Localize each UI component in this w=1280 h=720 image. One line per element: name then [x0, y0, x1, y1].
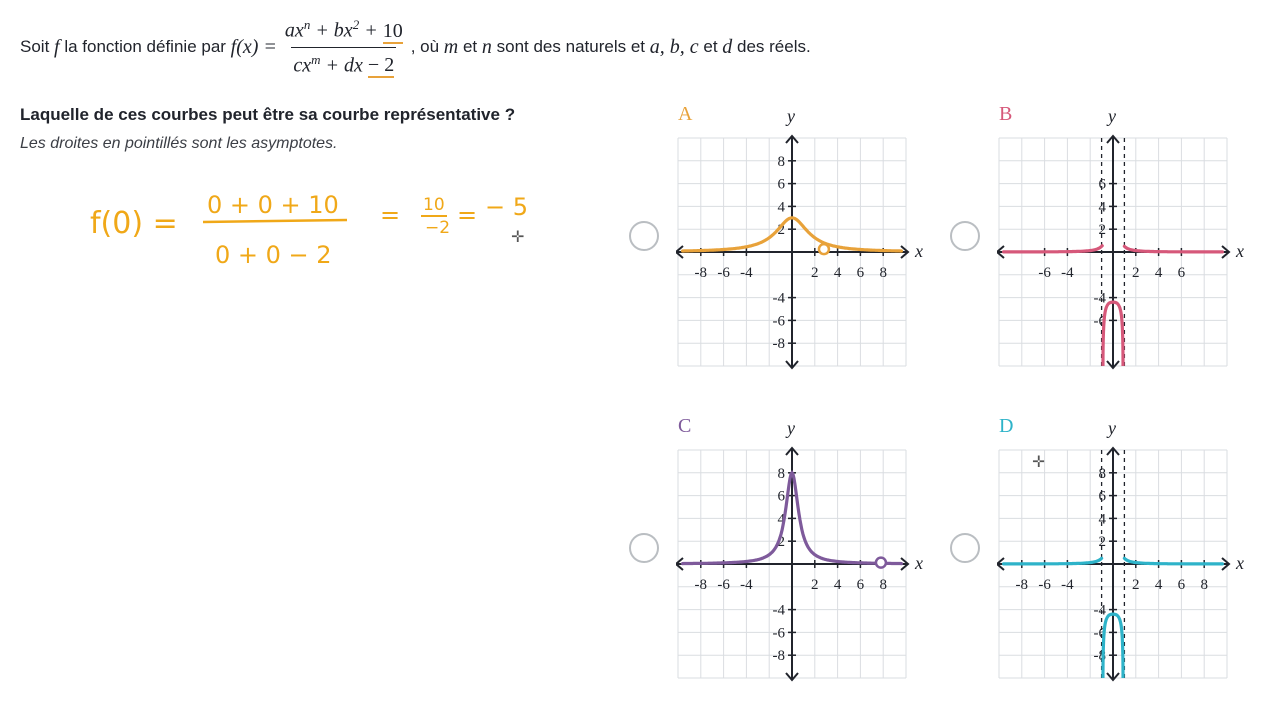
x-tick-label: -4 — [1061, 577, 1074, 593]
radio-choice-c[interactable] — [629, 533, 659, 563]
tail-text-5: des réels. — [737, 37, 811, 56]
y-tick-label: 8 — [777, 153, 785, 170]
graph-svg — [676, 412, 936, 702]
function-curve — [1124, 558, 1222, 564]
graph-a[interactable] — [676, 100, 936, 390]
numerator: $ax^n + bx^2 + 10$ — [284, 16, 403, 42]
y-tick-label: 4 — [777, 199, 785, 216]
x-axis-label: x — [1236, 553, 1244, 573]
y-tick-label: -4 — [772, 290, 785, 307]
y-axis-label: y — [1108, 106, 1116, 126]
x-tick-label: -6 — [717, 265, 730, 281]
x-tick-label: -6 — [1038, 265, 1051, 281]
constant-ten: 10 — [382, 19, 403, 42]
y-tick-label: -6 — [1093, 313, 1106, 330]
handwritten-work — [85, 185, 545, 275]
y-tick-label: 2 — [1098, 534, 1106, 551]
choice-letter: D — [999, 415, 1014, 437]
m-symbol: m — [443, 35, 459, 58]
work-lhs: f(0) = — [90, 206, 178, 241]
work-equals-1: = — [380, 201, 401, 229]
y-tick-label: -6 — [772, 313, 785, 330]
x-tick-label: 2 — [1132, 265, 1140, 281]
function-fraction — [283, 17, 405, 77]
tail-text-2: et — [462, 37, 478, 56]
open-point-marker — [819, 244, 829, 254]
x-tick-label: 6 — [1177, 265, 1186, 281]
fx-symbol: f(x) = — [230, 35, 277, 58]
y-tick-label: 6 — [777, 488, 785, 505]
x-tick-label: 4 — [1154, 577, 1163, 593]
y-tick-label: 6 — [1098, 176, 1106, 193]
crosshair-cursor-icon-2: ✛ — [1032, 452, 1046, 471]
open-point-marker — [876, 558, 886, 568]
y-tick-label: 4 — [1098, 511, 1106, 528]
y-tick-label: 4 — [1098, 199, 1106, 216]
graph-svg — [997, 412, 1257, 702]
x-tick-label: -8 — [694, 265, 708, 281]
choice-letter: C — [678, 415, 692, 437]
work-fraction-num: 10 — [423, 195, 445, 215]
problem-statement — [20, 14, 811, 80]
f-symbol: f — [54, 35, 60, 58]
intro-text: Soit — [20, 37, 50, 56]
graph-b[interactable] — [997, 100, 1257, 390]
x-tick-label: 4 — [833, 577, 842, 593]
y-tick-label: 6 — [777, 176, 785, 193]
tail-text-3: sont des naturels et — [496, 37, 645, 56]
y-axis-label: y — [1108, 418, 1116, 438]
x-tick-label: 4 — [833, 265, 842, 281]
x-tick-label: -4 — [740, 577, 753, 593]
work-numerator: 0 + 0 + 10 — [207, 191, 339, 219]
x-tick-label: 8 — [1200, 577, 1208, 593]
x-tick-label: -6 — [717, 577, 730, 593]
y-tick-label: -6 — [772, 625, 785, 642]
y-tick-label: -4 — [1093, 290, 1106, 307]
x-tick-label: 2 — [811, 577, 819, 593]
x-tick-label: 6 — [856, 265, 865, 281]
y-tick-label: 2 — [1098, 222, 1106, 239]
x-tick-label: 6 — [856, 577, 865, 593]
x-tick-label: 6 — [1177, 577, 1186, 593]
y-tick-label: 6 — [1098, 488, 1106, 505]
defined-text: la fonction définie par — [64, 37, 226, 56]
x-tick-label: -4 — [1061, 265, 1074, 281]
x-tick-label: -4 — [740, 265, 753, 281]
radio-choice-d[interactable] — [950, 533, 980, 563]
work-equals-2: = — [457, 201, 478, 229]
radio-choice-a[interactable] — [629, 221, 659, 251]
y-tick-label: 8 — [1098, 465, 1106, 482]
y-axis-label: y — [787, 106, 795, 126]
x-axis-label: x — [915, 241, 923, 261]
denominator: $cx^m$ + dx − 2 — [291, 47, 396, 78]
graph-svg — [676, 100, 936, 390]
x-tick-label: -8 — [1015, 577, 1029, 593]
d-symbol: d — [722, 35, 733, 58]
y-tick-label: -6 — [1093, 625, 1106, 642]
graph-d[interactable] — [997, 412, 1257, 702]
graph-svg — [997, 100, 1257, 390]
x-axis-label: x — [1236, 241, 1244, 261]
y-axis-label: y — [787, 418, 795, 438]
work-denominator: 0 + 0 − 2 — [215, 241, 332, 269]
constant-minus-two: − 2 — [367, 54, 395, 77]
y-tick-label: 8 — [777, 465, 785, 482]
y-tick-label: 4 — [777, 511, 785, 528]
y-tick-label: -4 — [1093, 602, 1106, 619]
hint-text: Les droites en pointillés sont les asymptotes. — [20, 135, 338, 152]
function-curve — [1124, 246, 1222, 252]
y-tick-label: -8 — [772, 648, 785, 665]
tail-text-1: , où — [410, 37, 440, 56]
work-result: − 5 — [485, 193, 529, 221]
y-tick-label: 2 — [777, 534, 785, 551]
work-fraction-den: −2 — [425, 218, 451, 238]
question-text: Laquelle de ces courbes peut être sa courbe représentative ? — [20, 105, 516, 124]
function-curve — [1004, 246, 1103, 252]
tail-text-4: et — [703, 37, 718, 56]
crosshair-cursor-icon: ✛ — [511, 227, 525, 246]
choice-letter: B — [999, 103, 1013, 125]
radio-choice-b[interactable] — [950, 221, 980, 251]
x-axis-label: x — [915, 553, 923, 573]
vars-symbols: a, b, c — [649, 35, 699, 58]
x-tick-label: 8 — [879, 265, 887, 281]
n-symbol: n — [481, 35, 492, 58]
graph-c[interactable] — [676, 412, 936, 702]
x-tick-label: 4 — [1154, 265, 1163, 281]
x-tick-label: -6 — [1038, 577, 1051, 593]
y-tick-label: -8 — [1093, 648, 1106, 665]
y-tick-label: 2 — [777, 222, 785, 239]
x-tick-label: -8 — [694, 577, 708, 593]
y-tick-label: -4 — [772, 602, 785, 619]
choice-letter: A — [678, 103, 693, 125]
x-tick-label: 8 — [879, 577, 887, 593]
y-tick-label: -8 — [772, 336, 785, 353]
x-tick-label: 2 — [1132, 577, 1140, 593]
work-fraction-bar — [203, 220, 347, 222]
function-curve — [1004, 558, 1102, 564]
x-tick-label: 2 — [811, 265, 819, 281]
